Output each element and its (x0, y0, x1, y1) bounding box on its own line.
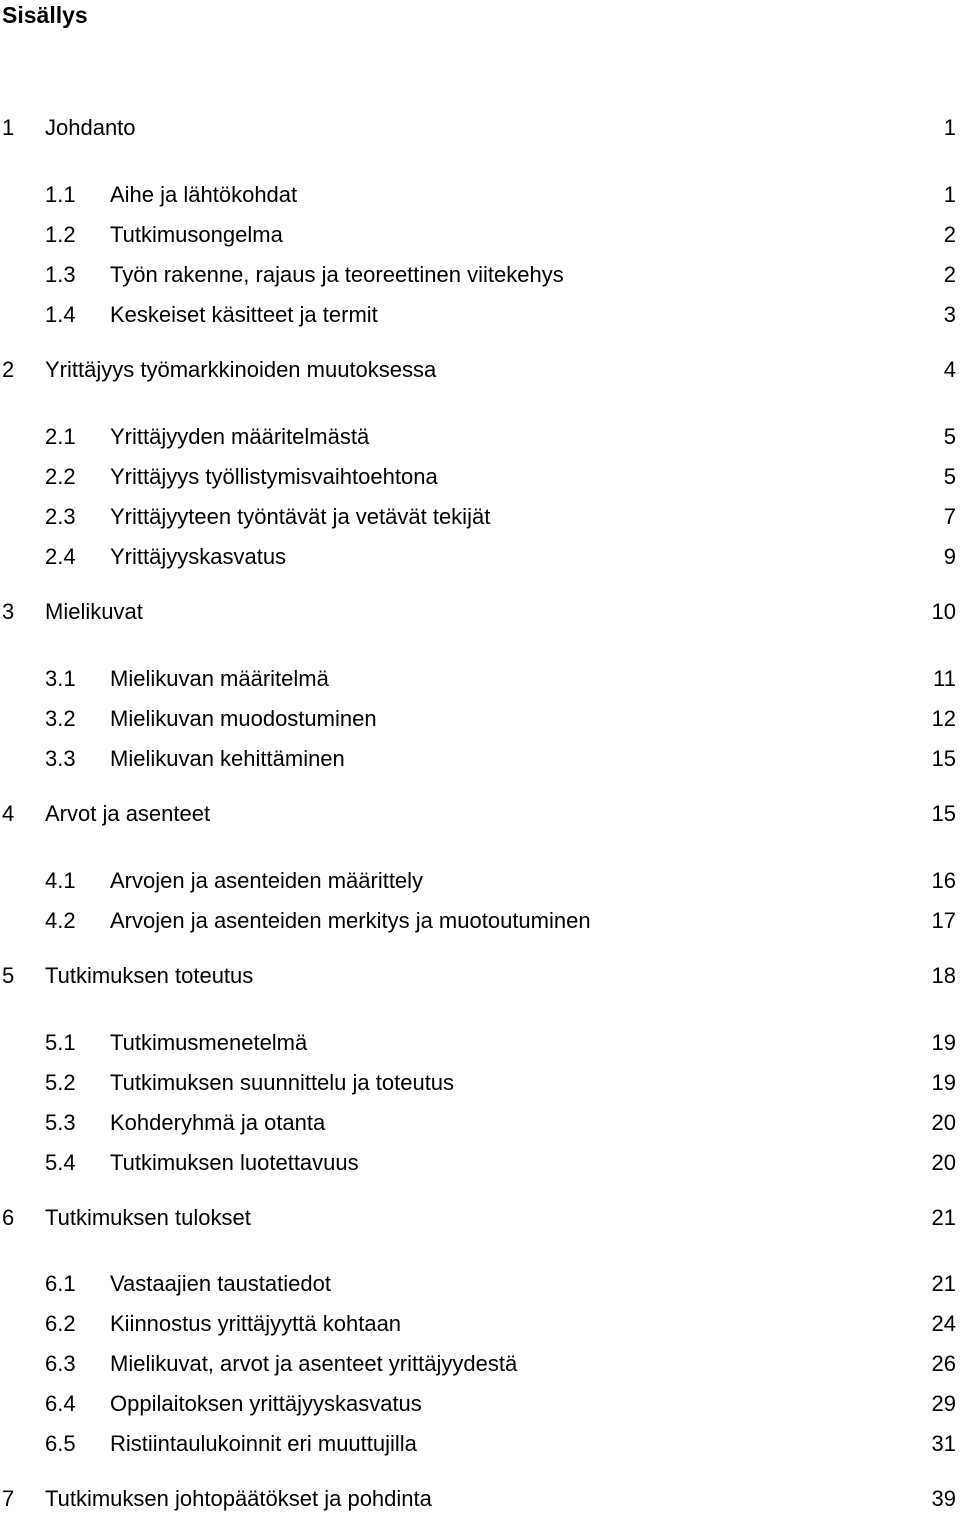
toc-entry-title: Työn rakenne, rajaus ja teoreettinen viitekehys (110, 262, 564, 287)
toc-entry-title: Mielikuvat (45, 599, 143, 624)
toc-entry-title: Tutkimuksen suunnittelu ja toteutus (110, 1070, 455, 1095)
toc-entry-title: Mielikuvan muodostuminen (110, 706, 377, 731)
toc-entry-title: Tutkimuksen luotettavuus (110, 1150, 359, 1175)
toc-entry-page: 18 (931, 963, 956, 988)
toc-entry-number: 6 (2, 1205, 15, 1230)
toc-entry-page: 9 (943, 544, 956, 569)
toc-entry[interactable] (0, 961, 960, 991)
toc-entry-page: 7 (943, 504, 956, 529)
toc-entry[interactable] (0, 799, 960, 829)
toc-entry[interactable] (0, 1028, 960, 1058)
toc-entry-title: Yrittäjyyskasvatus (110, 544, 287, 569)
toc-entry-title: Aihe ja lähtökohdat (110, 182, 298, 207)
toc-entry-page: 11 (933, 666, 956, 691)
toc-entry[interactable] (0, 113, 960, 143)
toc-entry-page: 19 (931, 1030, 956, 1055)
toc-entry-number: 1.4 (45, 302, 76, 327)
toc-entry-title: Keskeiset käsitteet ja termit (110, 302, 378, 327)
toc-entry-number: 4 (2, 801, 15, 826)
toc-entry-page: 19 (931, 1070, 956, 1095)
toc-entry-number: 5.4 (45, 1150, 76, 1175)
toc-entry-title: Tutkimuksen johtopäätökset ja pohdinta (45, 1486, 432, 1511)
toc-entry-title: Tutkimusmenetelmä (110, 1030, 308, 1055)
toc-entry-title: Tutkimuksen toteutus (45, 963, 254, 988)
page-title: Sisällys (2, 2, 88, 28)
toc-entry-page: 26 (931, 1351, 956, 1376)
toc-entry[interactable] (0, 422, 960, 452)
toc-entry[interactable] (0, 1309, 960, 1339)
toc-entry-page: 2 (943, 262, 956, 287)
toc-entry-number: 2 (2, 357, 15, 382)
toc-entry-page: 1 (943, 182, 956, 207)
toc-entry[interactable] (0, 1484, 960, 1514)
toc-entry[interactable] (0, 1203, 960, 1233)
toc-entry-page: 29 (931, 1391, 956, 1416)
toc-entry[interactable] (0, 1269, 960, 1299)
toc-entry-number: 7 (2, 1486, 15, 1511)
toc-entry-title: Kiinnostus yrittäjyyttä kohtaan (110, 1311, 402, 1336)
toc-entry-title: Yrittäjyys työmarkkinoiden muutoksessa (45, 357, 437, 382)
toc-entry-number: 1.2 (45, 222, 76, 247)
toc-entry-title: Vastaajien taustatiedot (110, 1271, 331, 1296)
toc-entry-page: 1 (943, 115, 956, 140)
toc-entry-number: 2.3 (45, 504, 76, 529)
toc-entry[interactable] (0, 220, 960, 250)
toc-entry-title: Mielikuvan kehittäminen (110, 746, 345, 771)
toc-entry-title: Tutkimusongelma (110, 222, 283, 247)
toc-entry[interactable] (0, 1429, 960, 1459)
toc-entry[interactable] (0, 462, 960, 492)
toc-entry[interactable] (0, 180, 960, 210)
toc-entry-title: Mielikuvan määritelmä (110, 666, 329, 691)
toc-entry-page: 20 (931, 1150, 956, 1175)
toc-entry-title: Ristiintaulukoinnit eri muuttujilla (110, 1431, 417, 1456)
toc-entry-title: Johdanto (45, 115, 136, 140)
toc-entry-number: 3.2 (45, 706, 76, 731)
toc-entry-number: 5 (2, 963, 15, 988)
toc-entry-number: 2.4 (45, 544, 76, 569)
toc-entry[interactable] (0, 300, 960, 330)
toc-entry-page: 15 (931, 801, 956, 826)
toc-entry[interactable] (0, 866, 960, 896)
toc-entry[interactable] (0, 1389, 960, 1419)
toc-entry-title: Arvojen ja asenteiden merkitys ja muotoutuminen (110, 908, 591, 933)
toc-entry-title: Arvot ja asenteet (45, 801, 211, 826)
toc-entry-number: 2.2 (45, 464, 76, 489)
toc-entry-page: 4 (943, 357, 956, 382)
toc-entry-page: 39 (931, 1486, 956, 1511)
toc-entry-number: 1 (2, 115, 15, 140)
toc-entry-number: 5.1 (45, 1030, 76, 1055)
toc-entry[interactable] (0, 1148, 960, 1178)
toc-entry[interactable] (0, 260, 960, 290)
toc-entry-number: 6.4 (45, 1391, 76, 1416)
toc-entry[interactable] (0, 1068, 960, 1098)
toc-entry-page: 15 (931, 746, 956, 771)
toc-entry-title: Yrittäjyyden määritelmästä (110, 424, 370, 449)
toc-entry[interactable] (0, 744, 960, 774)
toc-entry-page: 31 (931, 1431, 956, 1456)
toc-entry[interactable] (0, 704, 960, 734)
toc-entry-page: 21 (931, 1271, 956, 1296)
toc-entry[interactable] (0, 542, 960, 572)
toc-entry-title: Yrittäjyyteen työntävät ja vetävät tekijät (110, 504, 491, 529)
toc-entry-number: 3 (2, 599, 15, 624)
toc-entry-title: Tutkimuksen tulokset (45, 1205, 251, 1230)
toc-entry-number: 6.2 (45, 1311, 76, 1336)
toc-entry-page: 2 (943, 222, 956, 247)
toc-entry[interactable] (0, 597, 960, 627)
toc-entry-page: 5 (943, 424, 956, 449)
toc-entry-title: Yrittäjyys työllistymisvaihtoehtona (110, 464, 438, 489)
toc-entry-number: 3.3 (45, 746, 76, 771)
toc-entry-number: 3.1 (45, 666, 76, 691)
toc-entry-page: 16 (931, 868, 956, 893)
toc-entry-number: 2.1 (45, 424, 76, 449)
toc-entry[interactable] (0, 355, 960, 385)
toc-entry-number: 6.3 (45, 1351, 76, 1376)
toc-entry-page: 12 (931, 706, 956, 731)
toc-entry[interactable] (0, 1349, 960, 1379)
toc-entry-number: 5.3 (45, 1110, 76, 1135)
toc-entry-number: 6.1 (45, 1271, 76, 1296)
toc-entry-title: Mielikuvat, arvot ja asenteet yrittäjyydestä (110, 1351, 518, 1376)
toc-entry[interactable] (0, 906, 960, 936)
toc-entry-page: 20 (931, 1110, 956, 1135)
toc-entry-page: 5 (943, 464, 956, 489)
toc-entry[interactable] (0, 502, 960, 532)
toc-entry-page: 3 (943, 302, 956, 327)
toc-entry-number: 5.2 (45, 1070, 76, 1095)
toc-entry-page: 10 (931, 599, 956, 624)
toc-entry-number: 6.5 (45, 1431, 76, 1456)
toc-entry-number: 1.3 (45, 262, 76, 287)
toc-entry-page: 21 (931, 1205, 956, 1230)
toc-entry-number: 4.2 (45, 908, 76, 933)
toc-entry[interactable] (0, 1108, 960, 1138)
toc-entry-page: 17 (931, 908, 956, 933)
toc-entry-page: 24 (931, 1311, 956, 1336)
toc-entry-number: 4.1 (45, 868, 76, 893)
toc-entry-title: Oppilaitoksen yrittäjyyskasvatus (110, 1391, 422, 1416)
toc-entry-title: Arvojen ja asenteiden määrittely (110, 868, 424, 893)
toc-entry-number: 1.1 (45, 182, 76, 207)
toc-entry[interactable] (0, 664, 960, 694)
toc-entry-title: Kohderyhmä ja otanta (110, 1110, 326, 1135)
